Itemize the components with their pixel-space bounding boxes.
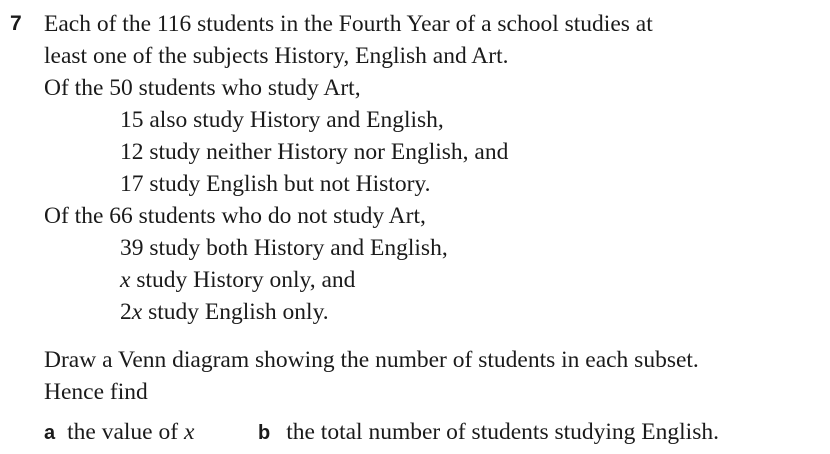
- question-number: 7: [10, 12, 22, 35]
- art-item-2: 12 study neither History nor English, and: [120, 139, 509, 165]
- variable-x: x: [183, 419, 195, 445]
- instruction-line-1: Draw a Venn diagram showing the number of students in each subset.: [44, 347, 699, 373]
- coefficient: 2: [120, 299, 132, 325]
- variable-x: x: [120, 267, 131, 293]
- instruction-line-2: Hence find: [44, 379, 148, 405]
- nonart-item-2-text: study History only, and: [130, 267, 356, 293]
- art-heading: Of the 50 students who study Art,: [44, 75, 361, 101]
- part-a: [44, 416, 194, 449]
- variable-x: x: [131, 299, 143, 325]
- nonart-item-3-text: study English only.: [142, 299, 329, 325]
- intro-line-1: Each of the 116 students in the Fourth Year of a school studies at: [44, 11, 653, 37]
- nonart-item-2: [120, 264, 355, 296]
- art-item-3: 17 study English but not History.: [120, 171, 431, 197]
- nonart-item-1: 39 study both History and English,: [120, 235, 448, 261]
- part-b: [258, 416, 719, 449]
- intro-line-2: least one of the subjects History, English and Art.: [44, 43, 509, 69]
- art-item-1: 15 also study History and English,: [120, 107, 444, 133]
- part-a-text: the value of: [67, 419, 184, 445]
- part-a-label: a: [44, 422, 56, 444]
- part-b-text: the total number of students studying English.: [286, 419, 719, 445]
- nonart-heading: Of the 66 students who do not study Art,: [44, 203, 426, 229]
- part-b-label: b: [258, 422, 271, 444]
- nonart-item-3: [120, 296, 329, 328]
